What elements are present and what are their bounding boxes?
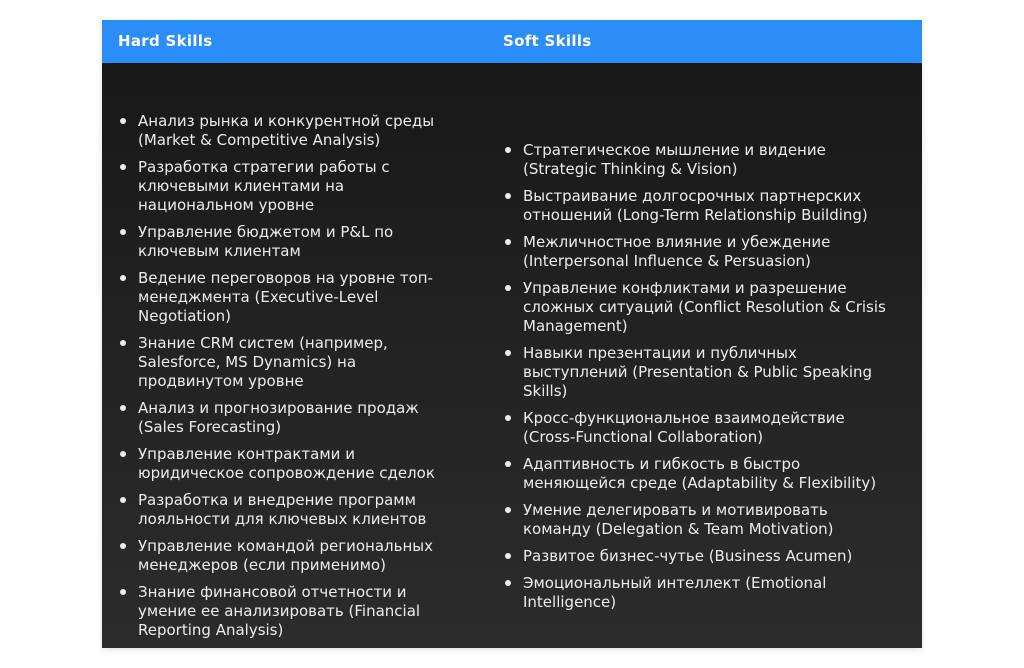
hard-skill-item: Знание CRM систем (например, Salesforce, MS Dynamics) на продвинутом уровне [118, 334, 463, 391]
hard-skill-item: Разработка стратегии работы с ключевыми клиентами на национальном уровне [118, 158, 463, 215]
table-body [102, 63, 922, 648]
soft-skill-item: Навыки презентации и публичных выступлений (Presentation & Public Speaking Skills) [503, 344, 898, 401]
skills-table [102, 20, 922, 648]
hard-skill-item: Управление контрактами и юридическое сопровождение сделок [118, 445, 463, 483]
hard-skill-item: Анализ и прогнозирование продаж (Sales Forecasting) [118, 399, 463, 437]
soft-skills-list [503, 141, 898, 620]
hard-skill-item: Ведение переговоров на уровне топ-менеджмента (Executive-Level Negotiation) [118, 269, 463, 326]
soft-skill-item: Эмоциональный интеллект (Emotional Intelligence) [503, 574, 898, 612]
table-header [102, 20, 922, 63]
soft-skill-item: Умение делегировать и мотивировать команду (Delegation & Team Motivation) [503, 501, 898, 539]
soft-skill-item: Развитое бизнес-чутье (Business Acumen) [503, 547, 898, 566]
hard-skills-heading: Hard Skills [118, 32, 213, 50]
soft-skill-item: Выстраивание долгосрочных партнерских отношений (Long-Term Relationship Building) [503, 187, 898, 225]
hard-skills-list [118, 112, 463, 648]
soft-skill-item: Управление конфликтами и разрешение сложных ситуаций (Conflict Resolution & Crisis Management) [503, 279, 898, 336]
soft-skill-item: Межличностное влияние и убеждение (Interpersonal Influence & Persuasion) [503, 233, 898, 271]
soft-skill-item: Кросс-функциональное взаимодействие (Cross-Functional Collaboration) [503, 409, 898, 447]
hard-skill-item: Разработка и внедрение программ лояльности для ключевых клиентов [118, 491, 463, 529]
hard-skill-item: Управление бюджетом и P&L по ключевым клиентам [118, 223, 463, 261]
hard-skill-item: Управление командой региональных менеджеров (если применимо) [118, 537, 463, 575]
hard-skill-item: Анализ рынка и конкурентной среды (Market & Competitive Analysis) [118, 112, 463, 150]
soft-skills-heading: Soft Skills [503, 32, 592, 50]
soft-skill-item: Адаптивность и гибкость в быстро меняющейся среде (Adaptability & Flexibility) [503, 455, 898, 493]
hard-skill-item: Знание финансовой отчетности и умение ее анализировать (Financial Reporting Analysis) [118, 583, 463, 640]
soft-skill-item: Стратегическое мышление и видение (Strategic Thinking & Vision) [503, 141, 898, 179]
